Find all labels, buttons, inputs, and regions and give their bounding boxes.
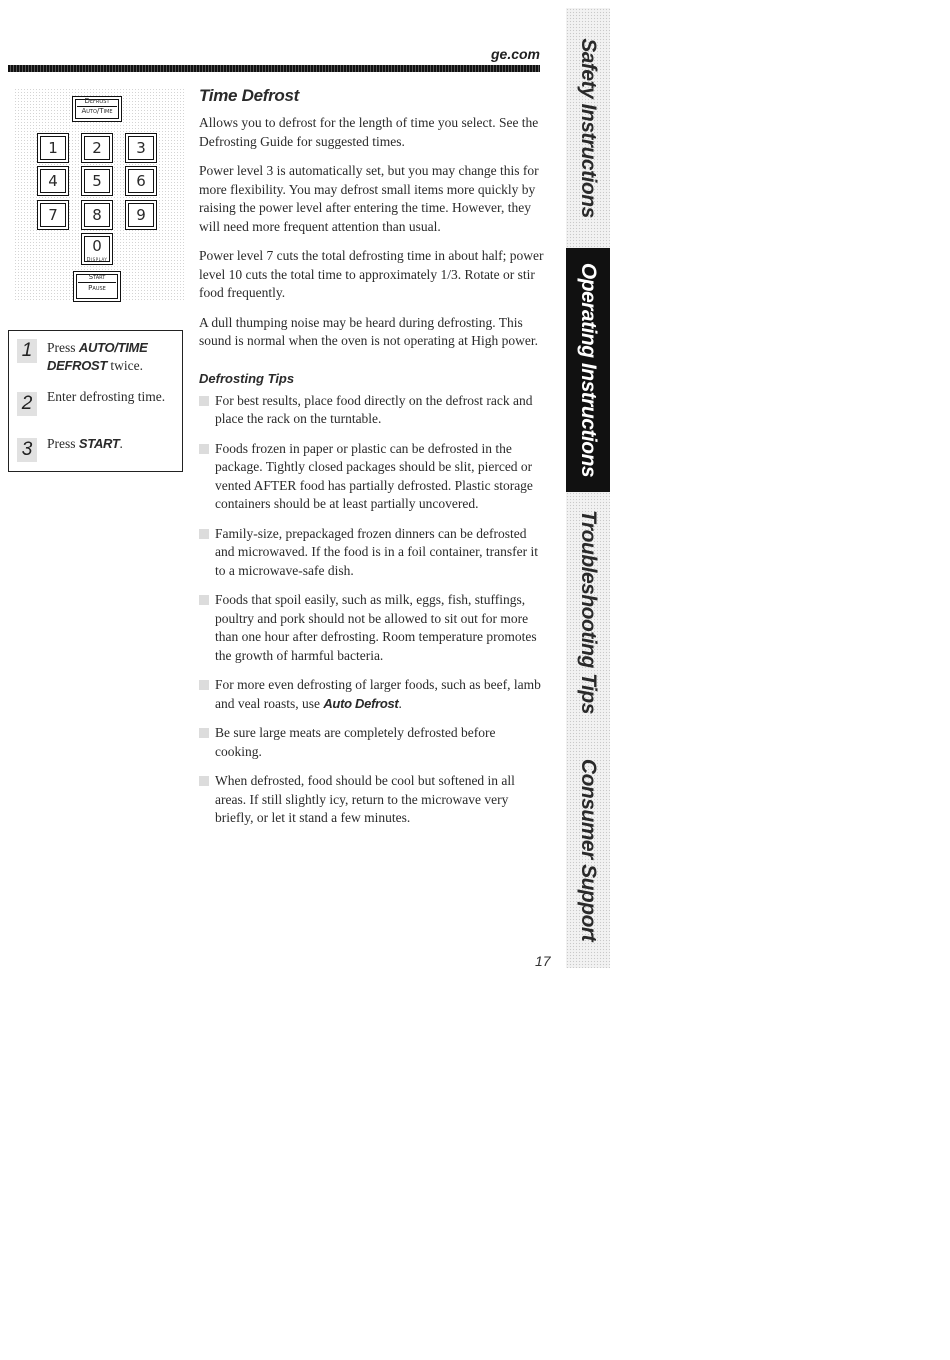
step-prefix: Press [47, 436, 79, 451]
defrost-key-label: Defrost [84, 97, 110, 105]
tab-label: Troubleshooting Tips [577, 510, 600, 714]
key-7: 7 [37, 200, 69, 230]
defrost-key [72, 96, 122, 122]
tip-text: For best results, place food directly on the defrost rack and place the rack on the turntable. [215, 392, 533, 426]
start-key-label: Start [88, 273, 106, 281]
step-number: 3 [17, 438, 37, 462]
key-9: 9 [125, 200, 157, 230]
key-3: 3 [125, 133, 157, 163]
main-content [199, 86, 544, 839]
pause-key-label: Pause [88, 284, 106, 292]
start-key-ref: START [78, 436, 120, 451]
key-0-digit: 0 [92, 237, 102, 255]
page-title: Time Defrost [199, 86, 300, 105]
tip-suffix: . [398, 695, 402, 711]
step-text [47, 339, 177, 375]
keypad-illustration [14, 88, 184, 301]
bullet-icon [199, 529, 209, 539]
site-url[interactable]: ge.com [490, 46, 540, 62]
key-2: 2 [81, 133, 113, 163]
tab-troubleshooting-tips[interactable] [566, 492, 610, 732]
key-4: 4 [37, 166, 69, 196]
tip-text: For more even defrosting of larger foods, such as beef, lamb and veal roasts, use [215, 677, 541, 711]
display-label: Display [86, 257, 108, 263]
paragraph: A dull thumping noise may be heard during defrosting. This sound is normal when the oven is not operating at High power. [199, 314, 538, 348]
tip-item [199, 724, 544, 761]
tip-text: Be sure large meats are completely defrosted before cooking. [215, 725, 496, 759]
step-text [47, 435, 177, 453]
tab-label: Safety Instructions [577, 38, 600, 218]
tab-safety-instructions[interactable] [566, 8, 610, 248]
tip-text: When defrosted, food should be cool but softened in all areas. If still slightly icy, return to the microwave very briefly, or let it stand a few minutes. [215, 773, 515, 825]
paragraph: Allows you to defrost for the length of time you select. See the Defrosting Guide for suggested times. [199, 115, 539, 149]
auto-time-defrost-key-ref: AUTO/TIME DEFROST [47, 340, 148, 373]
page-number: 17 [535, 953, 551, 969]
start-pause-key [73, 271, 121, 302]
tip-text: Foods frozen in paper or plastic can be defrosted in the package. Tightly closed packages should be slit, pierced or vented AFTER food has partially defrosted. Plastic storage containers should be at least partially uncovered. [215, 440, 533, 511]
bullet-icon [199, 444, 209, 454]
auto-defrost-ref: Auto Defrost [323, 695, 399, 711]
key-0 [81, 233, 113, 265]
tab-operating-instructions[interactable] [566, 248, 610, 492]
key-8: 8 [81, 200, 113, 230]
tab-label: Operating Instructions [577, 262, 600, 478]
step-text: Enter defrosting time. [47, 389, 166, 404]
paragraph: Power level 3 is automatically set, but you may change this for more flexibility. You may defrost small items more quickly by raising the power level after entering the time. However, they will need more frequent attention than usual. [199, 163, 539, 234]
bullet-icon [199, 776, 209, 786]
bullet-icon [199, 396, 209, 406]
paragraph: Power level 7 cuts the total defrosting time in about half; power level 10 cuts the total time to approximately 1/3. Rotate or stir food frequently. [199, 248, 544, 300]
step-suffix: . [119, 436, 123, 451]
step-suffix: twice. [107, 358, 144, 373]
tip-item [199, 676, 544, 713]
bullet-icon [199, 680, 209, 690]
key-1: 1 [37, 133, 69, 163]
bullet-icon [199, 728, 209, 738]
step-number: 1 [17, 339, 37, 363]
tip-item [199, 440, 544, 514]
header-rule [8, 65, 540, 72]
tab-consumer-support[interactable] [566, 732, 610, 968]
tips-heading: Defrosting Tips [199, 370, 295, 386]
step-number: 2 [17, 392, 37, 416]
step-prefix: Press [47, 340, 79, 355]
tip-item [199, 392, 544, 429]
side-tabs [566, 8, 610, 968]
key-6: 6 [125, 166, 157, 196]
tip-item [199, 591, 544, 665]
tab-label: Consumer Support [577, 758, 600, 942]
steps-box [8, 330, 183, 472]
tip-text: Family-size, prepackaged frozen dinners can be defrosted and microwaved. If the food is in a foil container, transfer it to a microwave-safe dish. [215, 525, 538, 578]
tip-item [199, 525, 544, 581]
auto-time-key-label: Auto/Time [81, 107, 113, 115]
key-5: 5 [81, 166, 113, 196]
tip-text: Foods that spoil easily, such as milk, eggs, fish, stuffings, poultry and pork should not be allowed to sit out for more than one hour after defrosting. Room temperature promotes the growth of harmful bacteria. [215, 592, 537, 663]
tip-item [199, 772, 544, 828]
bullet-icon [199, 595, 209, 605]
